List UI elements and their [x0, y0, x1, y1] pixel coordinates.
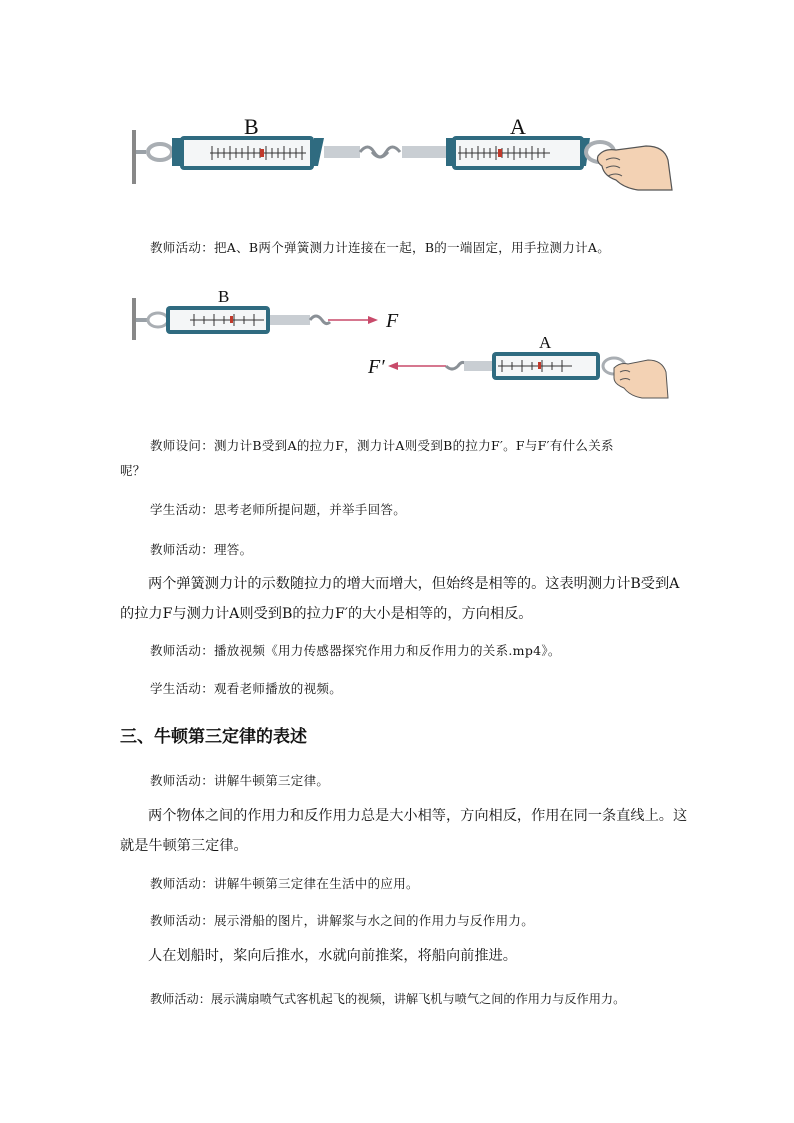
- spring-scale-b: [172, 136, 324, 170]
- wall-mount: [132, 130, 136, 184]
- label-force-f-prime: F′: [368, 356, 385, 378]
- label-force-f: F: [386, 310, 399, 332]
- hand-icon-2: [614, 360, 668, 398]
- law-paragraph-line-2: 就是牛顿第三定律。: [120, 838, 248, 854]
- label-b-fig1: B: [244, 114, 259, 139]
- spring-scales-illustration-2: [120, 288, 680, 408]
- spring-scales-illustration-1: [120, 108, 680, 208]
- law-paragraph-line-1: 两个物体之间的作用力和反作用力总是大小相等，方向相反，作用在同一条直线上。这: [148, 808, 688, 824]
- student-activity-video: 学生活动：观看老师播放的视频。: [150, 681, 343, 696]
- body-paragraph-1-line-1: 两个弹簧测力计的示数随拉力的增大而增大，但始终是相等的。这表明测力计B受到A: [148, 576, 680, 592]
- ring-left: [148, 144, 172, 160]
- spring-scale-a-2: [492, 352, 600, 380]
- student-activity-think: 学生活动：思考老师所提问题，并举手回答。: [150, 502, 407, 517]
- spring-scale-b-2: [166, 306, 270, 334]
- teacher-activity-answer: 教师活动：理答。: [150, 542, 253, 557]
- rod-b: [324, 146, 360, 158]
- teacher-activity-application: 教师活动：讲解牛顿第三定律在生活中的应用。: [150, 876, 419, 891]
- label-a-fig1: A: [510, 114, 526, 139]
- rod-a: [402, 146, 446, 158]
- section-title: 三、牛顿第三定律的表述: [120, 727, 307, 747]
- figure-action-reaction-forces: [120, 288, 680, 408]
- boat-paragraph: 人在划船时，桨向后推水，水就向前推桨，将船向前推进。: [148, 948, 517, 964]
- body-paragraph-1-line-2: 的拉力F与测力计A则受到B的拉力F′的大小是相等的，方向相反。: [120, 606, 533, 622]
- teacher-activity-video: 教师活动：播放视频《用力传感器探究作用力和反作用力的关系.mp4》。: [150, 643, 561, 658]
- question-line-2: 呢？: [120, 463, 146, 478]
- teacher-activity-explain-law: 教师活动：讲解牛顿第三定律。: [150, 773, 330, 788]
- wall-mount-2: [132, 298, 136, 340]
- label-b-fig2: B: [218, 287, 230, 306]
- hand-icon: [598, 146, 673, 190]
- body-paragraph-1: [120, 569, 680, 629]
- figure-spring-scales-connected: [120, 108, 680, 208]
- spring-scale-a: [446, 136, 590, 170]
- teacher-activity-boat: 教师活动：展示滑船的图片，讲解浆与水之间的作用力与反作用力。: [150, 913, 535, 928]
- caption-teacher-activity-1: 教师活动：把A、B两个弹簧测力计连接在一起，B的一端固定，用手拉测力计A。: [150, 240, 611, 255]
- question-line-1: 教师设问：测力计B受到A的拉力F，测力计A则受到B的拉力F′。F与F′有什么关系: [150, 438, 614, 453]
- label-a-fig2: A: [539, 333, 552, 352]
- teacher-activity-jet: 教师活动：展示满扇喷气式客机起飞的视频，讲解飞机与喷气之间的作用力与反作用力。: [150, 992, 626, 1006]
- law-paragraph: [120, 801, 688, 861]
